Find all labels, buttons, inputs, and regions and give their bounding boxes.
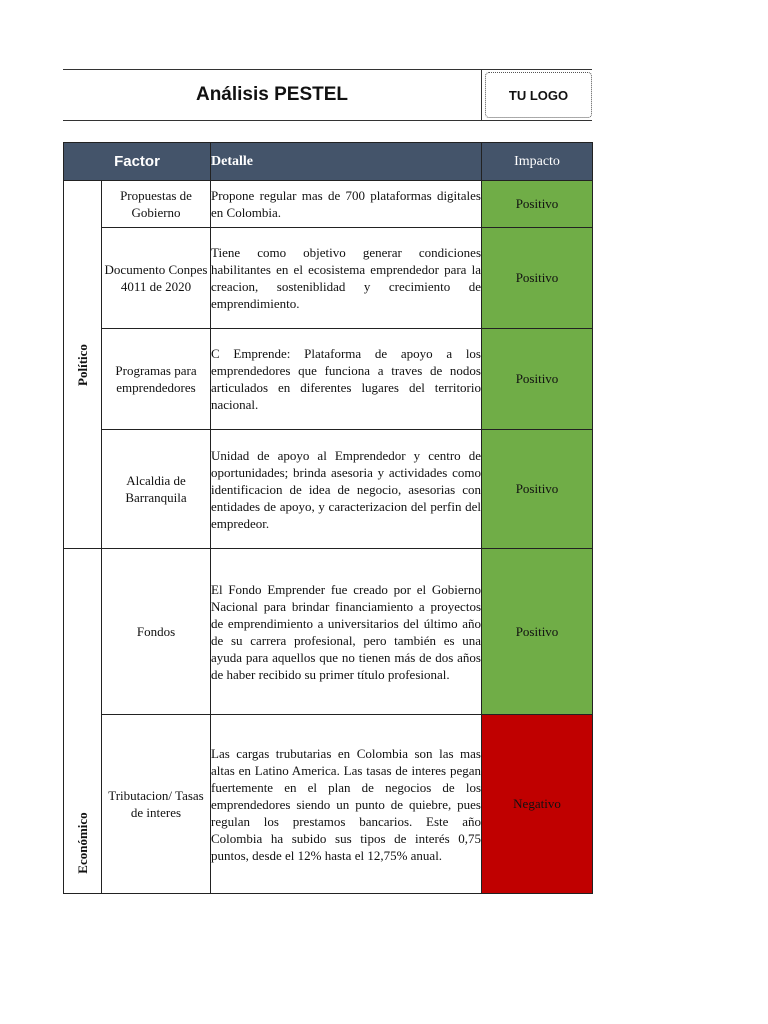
impact-cell: Positivo [482, 430, 593, 549]
table-row [64, 329, 593, 430]
table-row [64, 715, 593, 894]
factor-cell: Programas para emprendedores [102, 329, 211, 430]
column-header-detalle: Detalle [211, 143, 482, 181]
pestel-table [63, 142, 593, 894]
impact-cell: Positivo [482, 181, 593, 228]
impact-cell: Positivo [482, 329, 593, 430]
factor-cell: Documento Conpes 4011 de 2020 [102, 228, 211, 329]
impact-cell: Positivo [482, 228, 593, 329]
detail-cell: Tiene como objetivo generar condiciones habilitantes en el ecosistema emprendedor para la creacion, sosteniblidad y crecimiento de emprendimiento. [211, 228, 482, 329]
category-economico [64, 549, 102, 894]
column-header-impacto: Impacto [482, 143, 593, 181]
factor-cell: Tributacion/ Tasas de interes [102, 715, 211, 894]
category-label: Económico [74, 812, 90, 874]
column-header-factor: Factor [64, 143, 211, 181]
detail-cell: Propone regular mas de 700 plataformas digitales en Colombia. [211, 181, 482, 228]
impact-cell: Positivo [482, 549, 593, 715]
table-row [64, 430, 593, 549]
detail-cell: El Fondo Emprender fue creado por el Gobierno Nacional para brindar financiamiento a proyectos de emprendimiento a universitarios del último año de su carrera profesional, pero también es una ayuda para aquellos que no tienen más de dos años de haber recibido su primer título profesional. [211, 549, 482, 715]
impact-cell: Negativo [482, 715, 593, 894]
table-row [64, 228, 593, 329]
detail-cell: Unidad de apoyo al Emprendedor y centro de oportunidades; brinda asesoria y actividades como identificacion de idea de negocio, asesorias con entidades de apoyo, y caracterizacion del perfin del empredeor. [211, 430, 482, 549]
table-header-row [64, 143, 593, 181]
category-label: Político [74, 343, 90, 386]
document-header [63, 69, 592, 121]
logo-box [481, 70, 592, 120]
factor-cell: Fondos [102, 549, 211, 715]
table-row [64, 181, 593, 228]
detail-cell: Las cargas trubutarias en Colombia son las mas altas en Latino America. Las tasas de interes pegan fuertemente en el plan de negocios de los emprendedores siendo un punto de quiebre, pues regulan los prestamos bancarios. Este año Colombia ha subido sus tipos de interés 0,75 puntos, desde el 12% hasta el 12,75% anual. [211, 715, 482, 894]
category-politico [64, 181, 102, 549]
factor-cell: Propuestas de Gobierno [102, 181, 211, 228]
page-title: Análisis PESTEL [195, 84, 349, 105]
logo-placeholder: TU LOGO [485, 72, 592, 118]
factor-cell: Alcaldia de Barranquila [102, 430, 211, 549]
detail-cell: C Emprende: Plataforma de apoyo a los emprendedores que funciona a traves de nodos articulados en diferentes lugares del territorio nacional. [211, 329, 482, 430]
table-row [64, 549, 593, 715]
